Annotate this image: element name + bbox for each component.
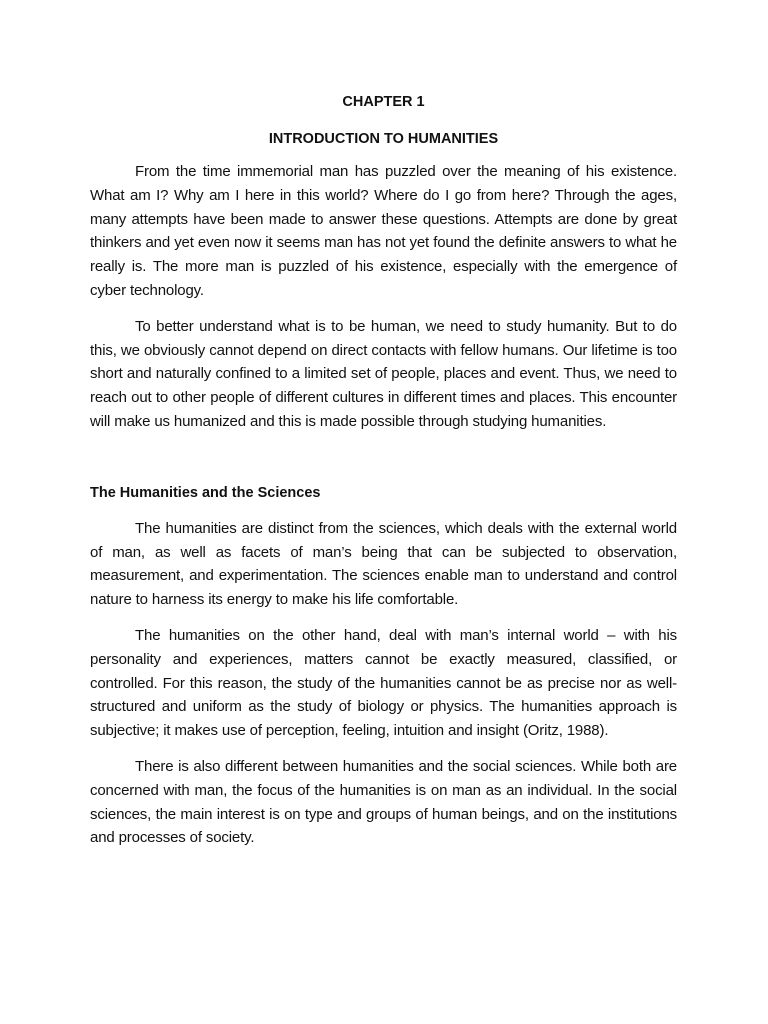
spacer xyxy=(90,303,677,315)
document-page xyxy=(90,90,677,850)
spacer xyxy=(90,505,677,517)
intro-paragraph-2: To better understand what is to be human, we need to study humanity. But to do this, we obviously cannot depend on direct contacts with fellow humans. Our lifetime is too short and naturally confined to a limited set of people, places and event. Thus, we need to reach out to other people of different cultures in different times and places. This encounter will make us humanized and this is made possible through studying humanities. xyxy=(90,317,677,430)
section-paragraph-2: The humanities on the other hand, deal with man’s internal world – with his personality and experiences, matters cannot be exactly measured, classified, or controlled. For this reason, the study of the humanities cannot be as precise nor as well-structured and uniform as the study of biology or physics. The humanities approach is subjective; it makes use of perception, feeling, intuition and insight (Oritz, 1988). xyxy=(90,626,677,740)
chapter-title: INTRODUCTION TO HUMANITIES xyxy=(268,131,499,147)
chapter-label: CHAPTER 1 xyxy=(342,94,425,110)
spacer xyxy=(90,743,677,755)
intro-paragraph-1: From the time immemorial man has puzzled over the meaning of his existence. What am I? Why am I here in this world? Where do I go from here? Through the ages, many attempts have been made to answer these questions. Attempts are done by great thinkers and yet even now it seems man has not yet found the definite answers to what he really is. The more man is puzzled of his existence, especially with the emergence of cyber technology. xyxy=(90,163,677,299)
section-heading: The Humanities and the Sciences xyxy=(90,484,321,501)
spacer xyxy=(90,612,677,624)
spacer xyxy=(90,151,677,160)
spacer xyxy=(90,434,677,481)
section-paragraph-3: There is also different between humanities and the social sciences. While both are concerned with man, the focus of the humanities is on man as an individual. In the social sciences, the main interest is on type and groups of human beings, and on the institutions and processes of society. xyxy=(90,757,677,847)
section-paragraph-1: The humanities are distinct from the sciences, which deals with the external world of man, as well as facets of man’s being that can be subjected to observation, measurement, and experimentation. The sciences enable man to understand and control nature to harness its energy to make his life comfortable. xyxy=(90,519,677,609)
